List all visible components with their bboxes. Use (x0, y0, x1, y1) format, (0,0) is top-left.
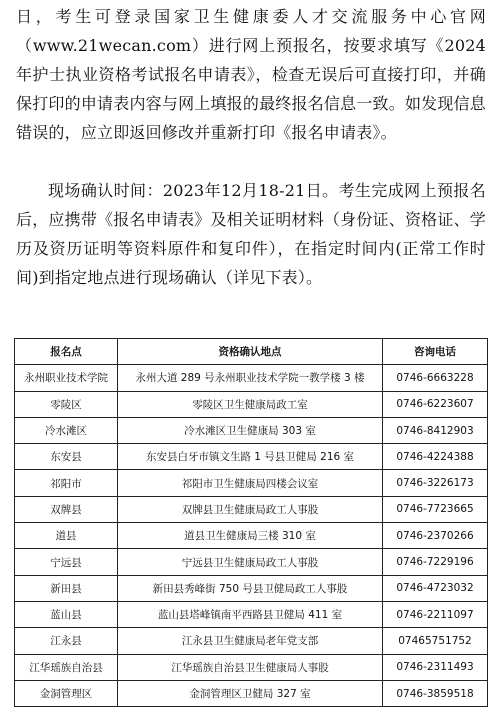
site-cell: 新田县 (15, 575, 118, 601)
table-row (15, 496, 488, 522)
location-cell: 江永县卫生健康局老年党支部 (118, 628, 383, 654)
location-cell: 东安县白牙市镇文生路 1 号县卫健局 216 室 (118, 444, 383, 470)
paragraph-registration: 日，考生可登录国家卫生健康委人才交流服务中心官网（www.21wecan.com）进行网上预报名，按要求填写《2024年护士执业资格考试报名申请表》，检查无误后可直接打印，并确保打印的申请表内容与网上填报的最终报名信息一致。如发现信息错误的，应立即返回修改并重新打印《报名申请表》。 (16, 7, 486, 142)
location-cell: 新田县秀峰街 750 号县卫健局政工人事股 (118, 575, 383, 601)
phone-cell: 0746-4723032 (383, 575, 488, 601)
site-cell: 江永县 (15, 628, 118, 654)
location-cell: 永州大道 289 号永州职业技术学院一教学楼 3 楼 (118, 365, 383, 391)
table-row (15, 470, 488, 496)
phone-cell: 0746-6223607 (383, 391, 488, 417)
header-location: 资格确认地点 (118, 339, 383, 365)
site-cell: 宁远县 (15, 549, 118, 575)
table-row (15, 417, 488, 443)
location-cell: 道县卫生健康局三楼 310 室 (118, 523, 383, 549)
phone-cell: 0746-7723665 (383, 496, 488, 522)
table-row (15, 444, 488, 470)
confirmation-sites-table (14, 338, 488, 707)
phone-cell: 0746-3226173 (383, 470, 488, 496)
table-row (15, 654, 488, 680)
location-cell: 冷水滩区卫生健康局 303 室 (118, 417, 383, 443)
location-cell: 宁远县卫生健康局政工人事股 (118, 549, 383, 575)
phone-cell: 0746-8412903 (383, 417, 488, 443)
location-cell: 零陵区卫生健康局政工室 (118, 391, 383, 417)
table-row (15, 680, 488, 706)
site-cell: 永州职业技术学院 (15, 365, 118, 391)
phone-cell: 07465751752 (383, 628, 488, 654)
paragraph-onsite-confirmation: 现场确认时间：2023年12月18-21日。考生完成网上预报名后，应携带《报名申请表》及相关证明材料（身份证、资格证、学历及资历证明等资料原件和复印件），在指定时间内(正常工作时间)到指定地点进行现场确认（详见下表）。 (16, 181, 486, 287)
location-cell: 双牌县卫生健康局政工人事股 (118, 496, 383, 522)
table-row (15, 601, 488, 627)
phone-cell: 0746-3859518 (383, 680, 488, 706)
phone-cell: 0746-7229196 (383, 549, 488, 575)
table-row (15, 575, 488, 601)
site-cell: 祁阳市 (15, 470, 118, 496)
table-row (15, 523, 488, 549)
phone-cell: 0746-2370266 (383, 523, 488, 549)
location-cell: 金洞管理区卫健局 327 室 (118, 680, 383, 706)
phone-cell: 0746-4224388 (383, 444, 488, 470)
site-cell: 东安县 (15, 444, 118, 470)
site-cell: 金洞管理区 (15, 680, 118, 706)
header-site: 报名点 (15, 339, 118, 365)
table-row (15, 549, 488, 575)
table-header-row (15, 339, 488, 365)
phone-cell: 0746-2311493 (383, 654, 488, 680)
site-cell: 江华瑶族自治县 (15, 654, 118, 680)
site-cell: 双牌县 (15, 496, 118, 522)
site-cell: 道县 (15, 523, 118, 549)
location-cell: 蓝山县塔峰镇南平西路县卫健局 411 室 (118, 601, 383, 627)
table-row (15, 628, 488, 654)
phone-cell: 0746-6663228 (383, 365, 488, 391)
location-cell: 祁阳市卫生健康局四楼会议室 (118, 470, 383, 496)
header-phone: 咨询电话 (383, 339, 488, 365)
table-row (15, 391, 488, 417)
phone-cell: 0746-2211097 (383, 601, 488, 627)
location-cell: 江华瑶族自治县卫生健康局人事股 (118, 654, 383, 680)
site-cell: 冷水滩区 (15, 417, 118, 443)
site-cell: 零陵区 (15, 391, 118, 417)
site-cell: 蓝山县 (15, 601, 118, 627)
table-row (15, 365, 488, 391)
